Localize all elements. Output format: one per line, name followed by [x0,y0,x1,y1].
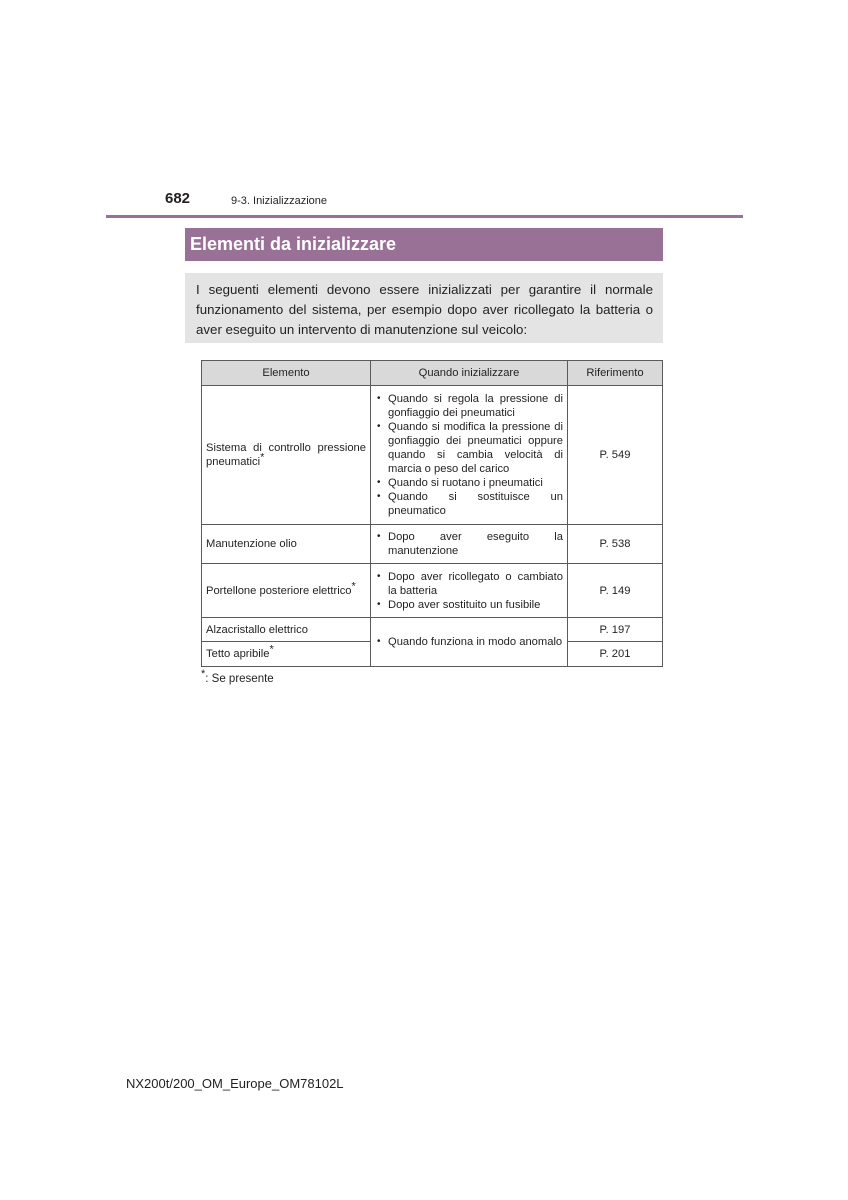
element-name: Alzacristallo elettrico [206,623,308,636]
element-cell [202,642,371,667]
table-header-row [202,361,663,386]
table-row [202,525,663,564]
element-name: Sistema di controllo pressione pneumatici [206,442,366,468]
list-item: • Dopo aver sostituito un fusibile [375,598,563,612]
element-cell [202,564,371,618]
column-header-when: Quando inizializzare [371,361,568,386]
list-item: • Quando si modifica la pressione di gonfiaggio dei pneumatici oppure quando si cambia velocità di marcia o peso del carico [375,420,563,476]
reference-cell: P. 197 [568,618,663,642]
footnote [201,668,274,685]
when-cell [371,618,568,667]
initialization-table [201,360,663,667]
element-name: Portellone posteriore elettrico [206,584,352,597]
page-header [0,0,848,220]
reference-cell: P. 149 [568,564,663,618]
list-item: • Quando si regola la pressione di gonfiaggio dei pneumatici [375,392,563,420]
footnote-marker: * [351,579,356,592]
page-number: 682 [165,190,191,207]
footnote-marker: * [260,451,265,464]
reference-cell: P. 549 [568,386,663,525]
element-name: Tetto apribile [206,648,270,660]
when-cell [371,386,568,525]
element-name: Manutenzione olio [206,538,297,550]
table-row [202,386,663,525]
reference-cell: P. 538 [568,525,663,564]
footnote-marker: * [201,668,206,681]
document-code: NX200t/200_OM_Europe_OM78102L [126,1076,344,1091]
table-row [202,564,663,618]
element-cell [202,386,371,525]
list-item: • Quando funziona in modo anomalo [375,635,563,649]
list-item: • Dopo aver ricollegato o cambiato la batteria [375,570,563,598]
list-item: • Dopo aver eseguito la manutenzione [375,530,563,558]
footnote-text: : Se presente [205,673,274,685]
section-title: Elementi da inizializzare [185,228,663,261]
element-cell [202,525,371,564]
chapter-title: 9-3. Inizializzazione [231,195,327,207]
list-item: • Quando si sostituisce un pneumatico [375,490,563,518]
footnote-marker: * [269,643,274,656]
column-header-reference: Riferimento [568,361,663,386]
list-item: • Quando si ruotano i pneumatici [375,476,563,490]
when-cell [371,564,568,618]
header-divider [106,215,743,218]
element-cell [202,618,371,642]
when-cell [371,525,568,564]
reference-cell: P. 201 [568,642,663,667]
intro-text: I seguenti elementi devono essere inizializzati per garantire il normale funzionamento del sistema, per esempio dopo aver ricollegato la batteria o aver eseguito un intervento di manutenzione sul veicolo: [185,273,663,343]
column-header-element: Elemento [202,361,371,386]
table-row [202,618,663,642]
